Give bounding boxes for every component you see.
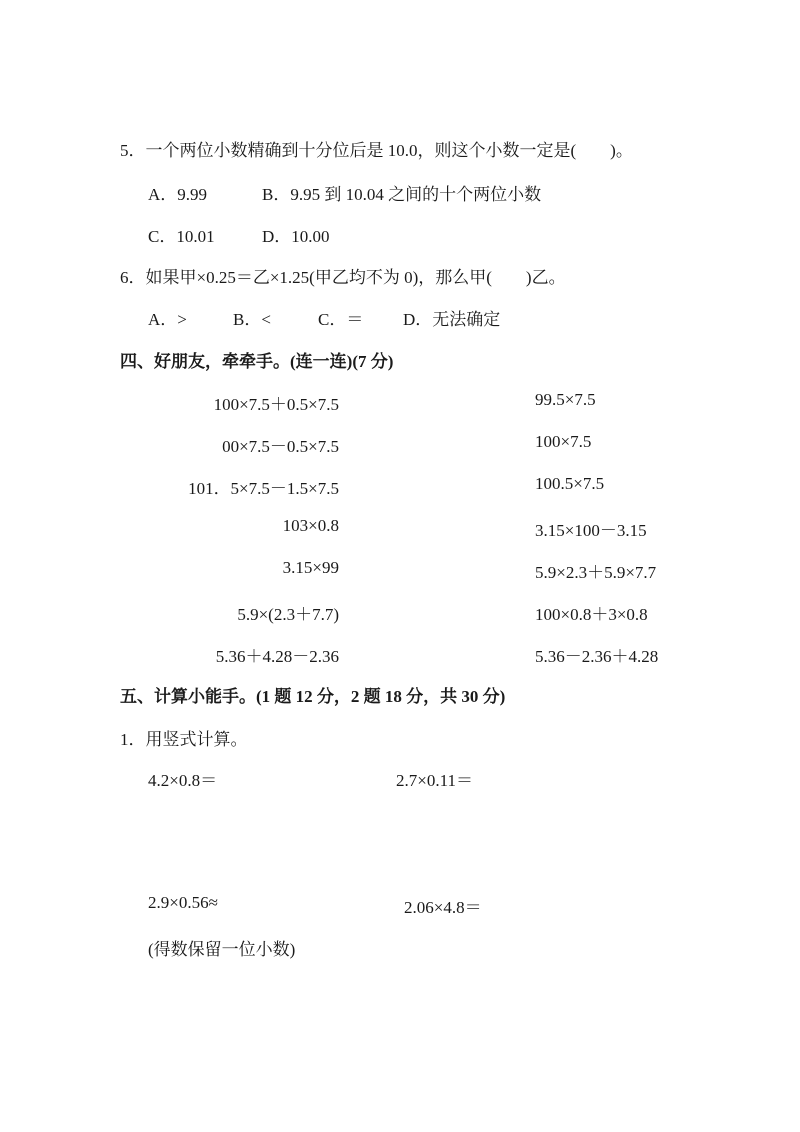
match-right-item: 100×0.8＋3×0.8 — [535, 605, 648, 624]
calc-problem: 2.06×4.8＝ — [404, 898, 482, 917]
match-left-item: 00×7.5－0.5×7.5 — [222, 437, 339, 456]
match-left-item: 101．5×7.5－1.5×7.5 — [188, 479, 339, 498]
match-right-item: 99.5×7.5 — [535, 390, 596, 409]
match-right-item: 3.15×100－3.15 — [535, 521, 647, 540]
q6-option-a: A．> — [148, 310, 187, 329]
section-4-heading: 四、好朋友，牵牵手。(连一连)(7 分) — [120, 352, 394, 371]
q5-option-b: B．9.95 到 10.04 之间的十个两位小数 — [262, 185, 542, 204]
match-right-item: 100×7.5 — [535, 432, 592, 451]
question-5-text: 5．一个两位小数精确到十分位后是 10.0，则这个小数一定是( )。 — [120, 141, 633, 160]
calc-problem: 4.2×0.8＝ — [148, 771, 218, 790]
match-right-item: 100.5×7.5 — [535, 474, 605, 493]
rounding-note: (得数保留一位小数) — [148, 940, 296, 959]
question-6-text: 6．如果甲×0.25＝乙×1.25(甲乙均不为 0)，那么甲( )乙。 — [120, 268, 566, 287]
section-5-heading: 五、计算小能手。(1 题 12 分，2 题 18 分，共 30 分) — [120, 687, 506, 706]
match-left-item: 5.36＋4.28－2.36 — [215, 647, 339, 666]
calc-problem: 2.9×0.56≈ — [148, 893, 218, 912]
q5-option-c: C．10.01 — [148, 227, 215, 246]
q5-option-d: D．10.00 — [262, 227, 330, 246]
q6-option-b: B．< — [233, 310, 271, 329]
q6-option-d: D．无法确定 — [403, 310, 501, 329]
match-left-item: 103×0.8 — [282, 516, 339, 535]
q5-option-a: A．9.99 — [148, 185, 208, 204]
match-right-item: 5.9×2.3＋5.9×7.7 — [535, 563, 657, 582]
match-left-item: 5.9×(2.3＋7.7) — [237, 605, 339, 624]
section-5-subquestion-1: 1．用竖式计算。 — [120, 730, 248, 749]
match-left-item: 3.15×99 — [282, 558, 339, 577]
match-left-item: 100×7.5＋0.5×7.5 — [213, 395, 339, 414]
q6-option-c: C．＝ — [318, 310, 364, 329]
match-right-item: 5.36－2.36＋4.28 — [535, 647, 659, 666]
calc-problem: 2.7×0.11＝ — [396, 771, 473, 790]
